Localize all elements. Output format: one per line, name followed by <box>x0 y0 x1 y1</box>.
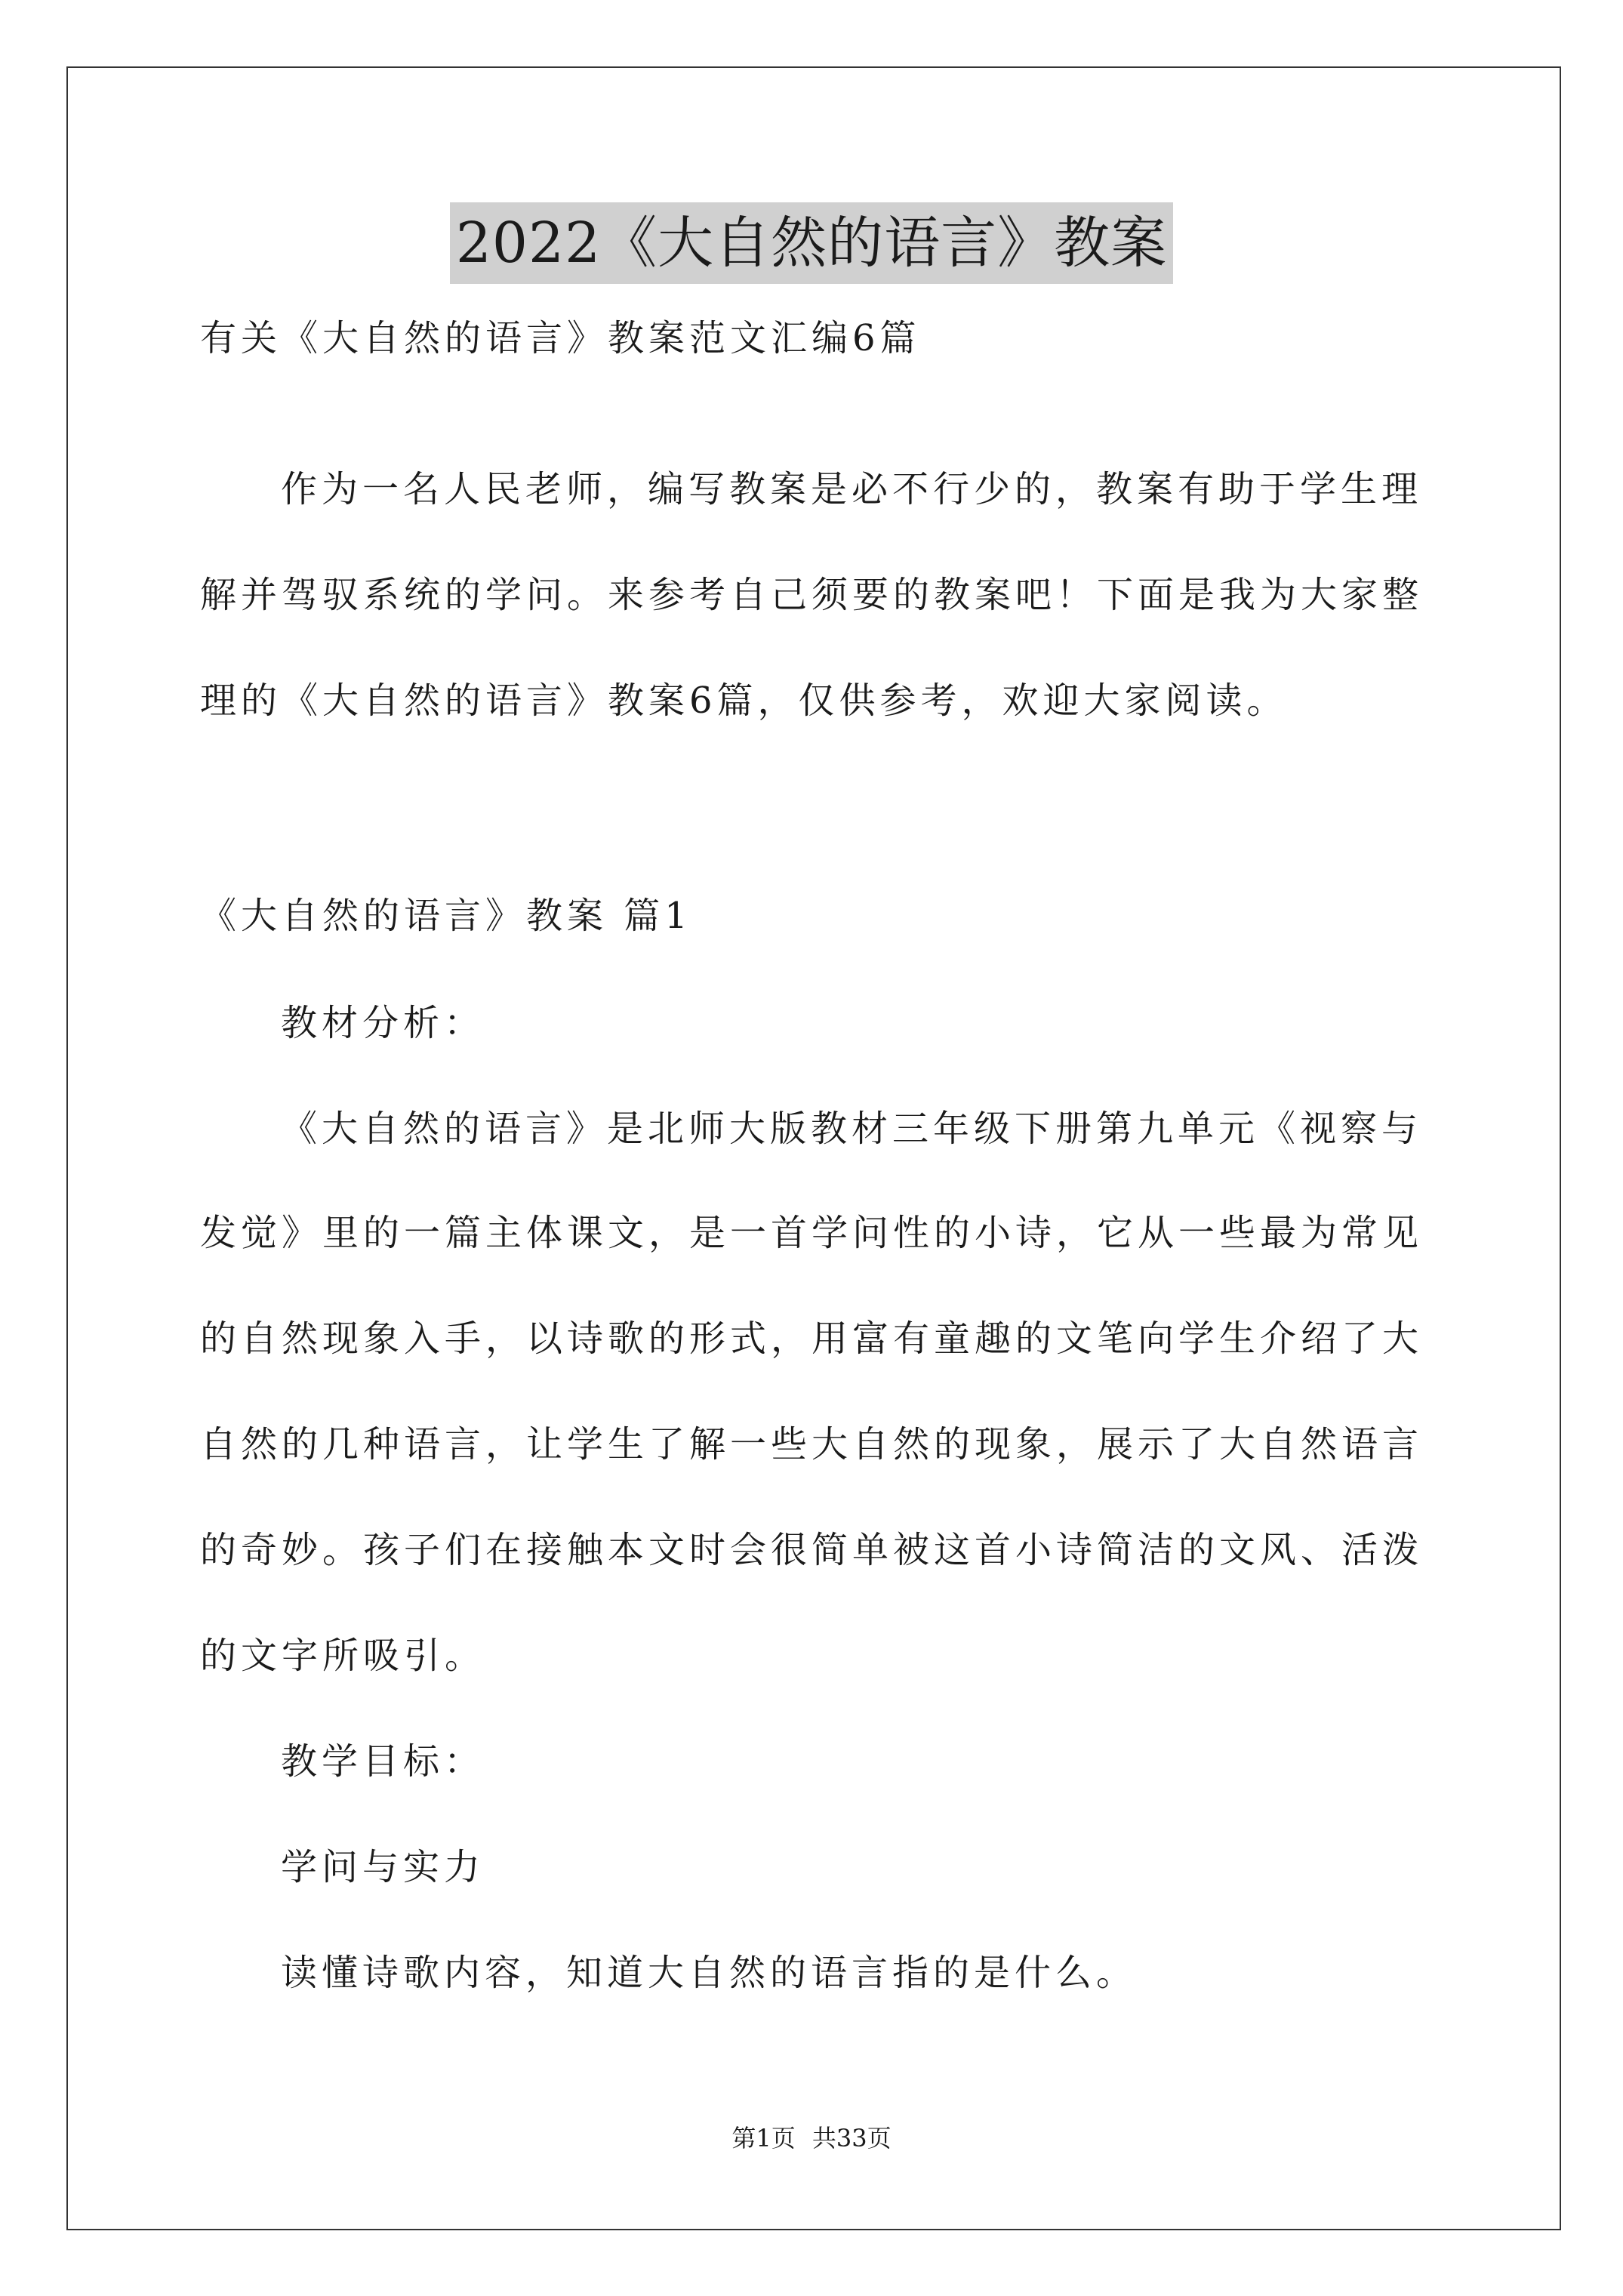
document-subtitle: 有关《大自然的语言》教案范文汇编6篇 <box>200 317 921 359</box>
intro-line-3: 理的《大自然的语言》教案6篇，仅供参考，欢迎大家阅读。 <box>200 680 1288 722</box>
analysis-line-1: 《大自然的语言》是北师大版教材三年级下册第九单元《视察与 <box>281 1108 1423 1150</box>
title-container <box>0 202 1623 284</box>
document-title: 2022《大自然的语言》教案 <box>450 202 1173 284</box>
analysis-line-4: 自然的几种语言，让学生了解一些大自然的现象，展示了大自然语言 <box>200 1423 1424 1465</box>
goals-heading: 教学目标： <box>281 1740 485 1783</box>
analysis-line-3: 的自然现象入手，以诗歌的形式，用富有童趣的文笔向学生介绍了大 <box>200 1318 1424 1360</box>
section-heading: 《大自然的语言》教案 篇1 <box>200 895 692 937</box>
analysis-line-2: 发觉》里的一篇主体课文，是一首学问性的小诗，它从一些最为常见 <box>200 1212 1424 1254</box>
goals-subheading: 学问与实力 <box>281 1846 485 1888</box>
analysis-heading: 教材分析： <box>281 1002 485 1044</box>
page-total: 共33页 <box>812 2124 892 2153</box>
intro-line-1: 作为一名人民老师，编写教案是必不行少的，教案有助于学生理 <box>281 468 1423 510</box>
goals-item: 读懂诗歌内容，知道大自然的语言指的是什么。 <box>281 1952 1138 1994</box>
page-number: 第1页 <box>731 2124 796 2153</box>
analysis-line-5: 的奇妙。孩子们在接触本文时会很简单被这首小诗简洁的文风、活泼 <box>200 1529 1424 1571</box>
analysis-line-6: 的文字所吸引。 <box>200 1635 486 1677</box>
page-footer <box>0 2123 1623 2153</box>
intro-line-2: 解并驾驭系统的学问。来参考自己须要的教案吧！下面是我为大家整 <box>200 574 1424 616</box>
